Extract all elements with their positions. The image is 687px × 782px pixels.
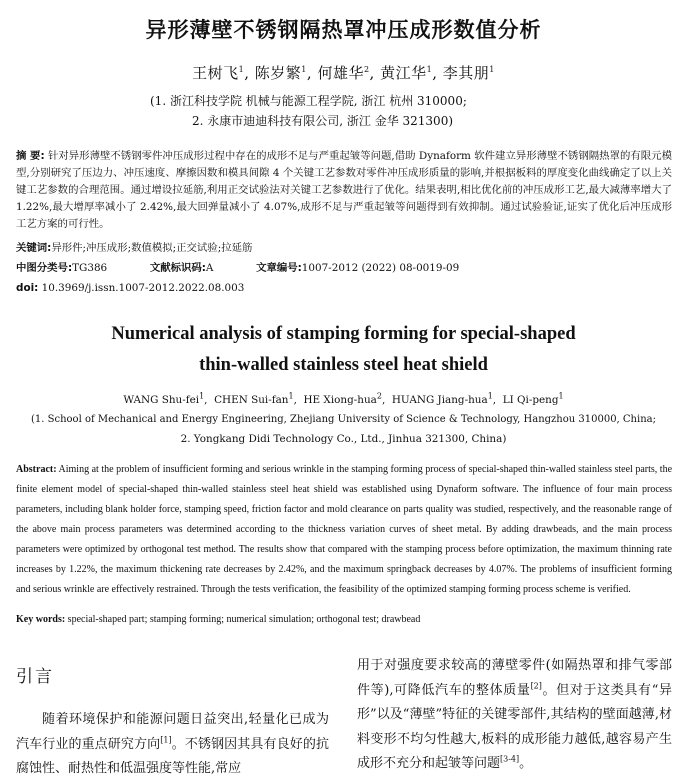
keywords-label-en: Key words:	[16, 614, 66, 625]
doc-code-label: 文献标识码:	[149, 262, 206, 274]
abstract-cn	[16, 148, 672, 233]
body-column-left	[16, 708, 329, 782]
author-name: LI Qi-peng	[502, 394, 559, 406]
abstract-text-en: Aiming at the problem of insufficient forming and serious wrinkle in the stamping forming process of special-shaped thin-walled stainless steel parts, the finite element model of special-shaped thin-walled stainless steel heat shield was established using Dynaform software. The influence of four main process parameters, including blank holder force, stamping speed, friction factor and mold clearance on parts quality was studied, respectively, and the reasonable range of the above main process parameters was determined according to the thickness variation curves of sheet metal. By adding drawbeads, and the main process parameters were optimized by orthogonal test method. The results show that compared with the stamping process before optimization, the maximum thinning rate increases by 1.22%, the maximum thickening rate decreases by 2.42%, and the maximum springback decreases by 4.07%. The problems of insufficient forming and serious wrinkle are effectively restrained. Through the tests verification, the feasibility of the optimized stamping forming process scheme is verified.	[16, 464, 673, 595]
author-name: WANG Shu-fei	[123, 394, 200, 406]
doc-code-value: A	[205, 262, 214, 274]
affiliation-en-2: 2. Yongkang Didi Technology Co., Ltd., Jinhua 321300, China)	[180, 433, 507, 445]
section-heading-introduction: 引言	[16, 667, 54, 687]
article-number-label: 文章编号:	[256, 262, 302, 274]
keywords-text-en: special-shaped part; stamping forming; numerical simulation; orthogonal test; drawbead	[67, 614, 421, 625]
affiliation-cn-1: (1. 浙江科技学院 机械与能源工程学院, 浙江 杭州 310000;	[150, 94, 467, 108]
abstract-en	[16, 460, 672, 600]
keywords-text-cn: 异形件;冲压成形;数值模拟;正交试验;拉延筋	[51, 242, 253, 254]
doi-label: doi:	[16, 282, 39, 294]
article-number-value: 1007-2012 (2022) 08-0019-09	[301, 262, 460, 274]
title-en-line-1: Numerical analysis of stamping forming for special-shaped	[111, 324, 576, 344]
authors-en: WANG Shu-fei$^1$, CHEN Sui-fan$^1$, HE Xiong-hua$^2$, HUANG Jiang-hua$^1$, LI Qi-peng$^1$	[123, 391, 564, 406]
clc-label: 中图分类号:	[16, 262, 73, 274]
author-affiliation-mark: 1	[489, 65, 495, 74]
body-text: 。	[519, 756, 533, 771]
keywords-en	[16, 610, 672, 630]
abstract-text-cn: 针对异形薄壁不锈钢零件冲压成形过程中存在的成形不足与严重起皱等问题,借助 Dynaform 软件建立异形薄壁不锈钢隔热罩的有限元模型,分别研究了压边力、冲压速度、摩擦因数和模具间隙 4 个关键工艺参数对零件冲压成形质量的影响,并根据板料的厚度变化曲线确定了以上关键工艺参数的合理范围。通过增设拉延筋,利用正交试验法对关键工艺参数进行了优化。结果表明,相比优化前的冲压成形工艺,最大减薄率增大了 1.22%,最大增厚率减小了 2.42%,最大回弹量减小了 4.07%,成形不足与严重起皱等问题得到有效抑制。通过试验验证,证实了优化后冲压成形工艺方案的可行性。	[16, 150, 672, 230]
citation-ref: [2]	[530, 681, 542, 691]
author-name: 李其朋	[442, 64, 490, 82]
author-affiliation-mark: 2	[363, 65, 370, 74]
author-affiliation-mark: 1	[487, 391, 493, 401]
author-name: HUANG Jiang-hua	[391, 394, 488, 406]
author-affiliation-mark: 1	[199, 391, 205, 401]
classification-row	[16, 260, 672, 277]
author-name: HE Xiong-hua	[303, 394, 377, 406]
body-text: 。但对于这类具有“异形”以及“薄壁”特征的关键零部件,其结构的壁面越薄,材料变形不均匀性越大,板料的成形能力越低,越容易产生成形不充分和起皱等问题	[357, 682, 672, 771]
body-text: 随着环境保护和能源问题日益突出,轻量化已成为汽车行业的重点研究方向	[16, 712, 329, 752]
keywords-label-cn: 关键词:	[16, 242, 52, 254]
title-en-line-2: thin-walled stainless steel heat shield	[199, 355, 488, 375]
affiliation-en-1: (1. School of Mechanical and Energy Engineering, Zhejiang University of Science & Technology, Hangzhou 310000, China;	[31, 414, 656, 425]
authors-cn: 王树飞$^1$, 陈岁繁$^1$, 何雄华$^2$, 黄江华$^1$, 李其朋$^1$	[192, 64, 495, 82]
body-text: 用于对强度要求较高的薄壁零件(如隔热罩和排气零部件等),可降低汽车的整体质量	[357, 658, 672, 698]
doi-row	[16, 280, 672, 297]
doi-value: 10.3969/j.issn.1007-2012.2022.08.003	[41, 282, 245, 294]
paper-title-cn: 异形薄壁不锈钢隔热罩冲压成形数值分析	[145, 18, 542, 42]
citation-ref: [3-4]	[500, 754, 520, 764]
author-name: 黄江华	[380, 64, 427, 82]
author-affiliation-mark: 1	[288, 391, 294, 401]
author-affiliation-mark: 1	[558, 391, 564, 401]
author-affiliation-mark: 2	[376, 391, 382, 401]
author-name: CHEN Sui-fan	[214, 394, 289, 406]
author-affiliation-mark: 1	[426, 65, 433, 74]
author-affiliation-mark: 1	[238, 65, 245, 74]
clc-value: TG386	[72, 262, 108, 274]
body-column-right	[357, 654, 672, 777]
author-name: 何雄华	[317, 64, 364, 82]
author-name: 陈岁繁	[254, 64, 302, 82]
abstract-label-en: Abstract:	[16, 464, 57, 475]
author-affiliation-mark: 1	[301, 65, 307, 74]
keywords-cn	[16, 240, 672, 257]
citation-ref: [1]	[160, 735, 172, 745]
body-text: 。不锈钢因其具有良好的抗腐蚀性、耐热性和低温强度等性能,常应	[16, 736, 329, 776]
paper-title-en	[0, 319, 687, 381]
abstract-label-cn: 摘 要:	[16, 150, 45, 162]
author-name: 王树飞	[192, 64, 239, 82]
affiliation-cn-2: 2. 永康市迪迪科技有限公司, 浙江 金华 321300)	[192, 114, 454, 128]
